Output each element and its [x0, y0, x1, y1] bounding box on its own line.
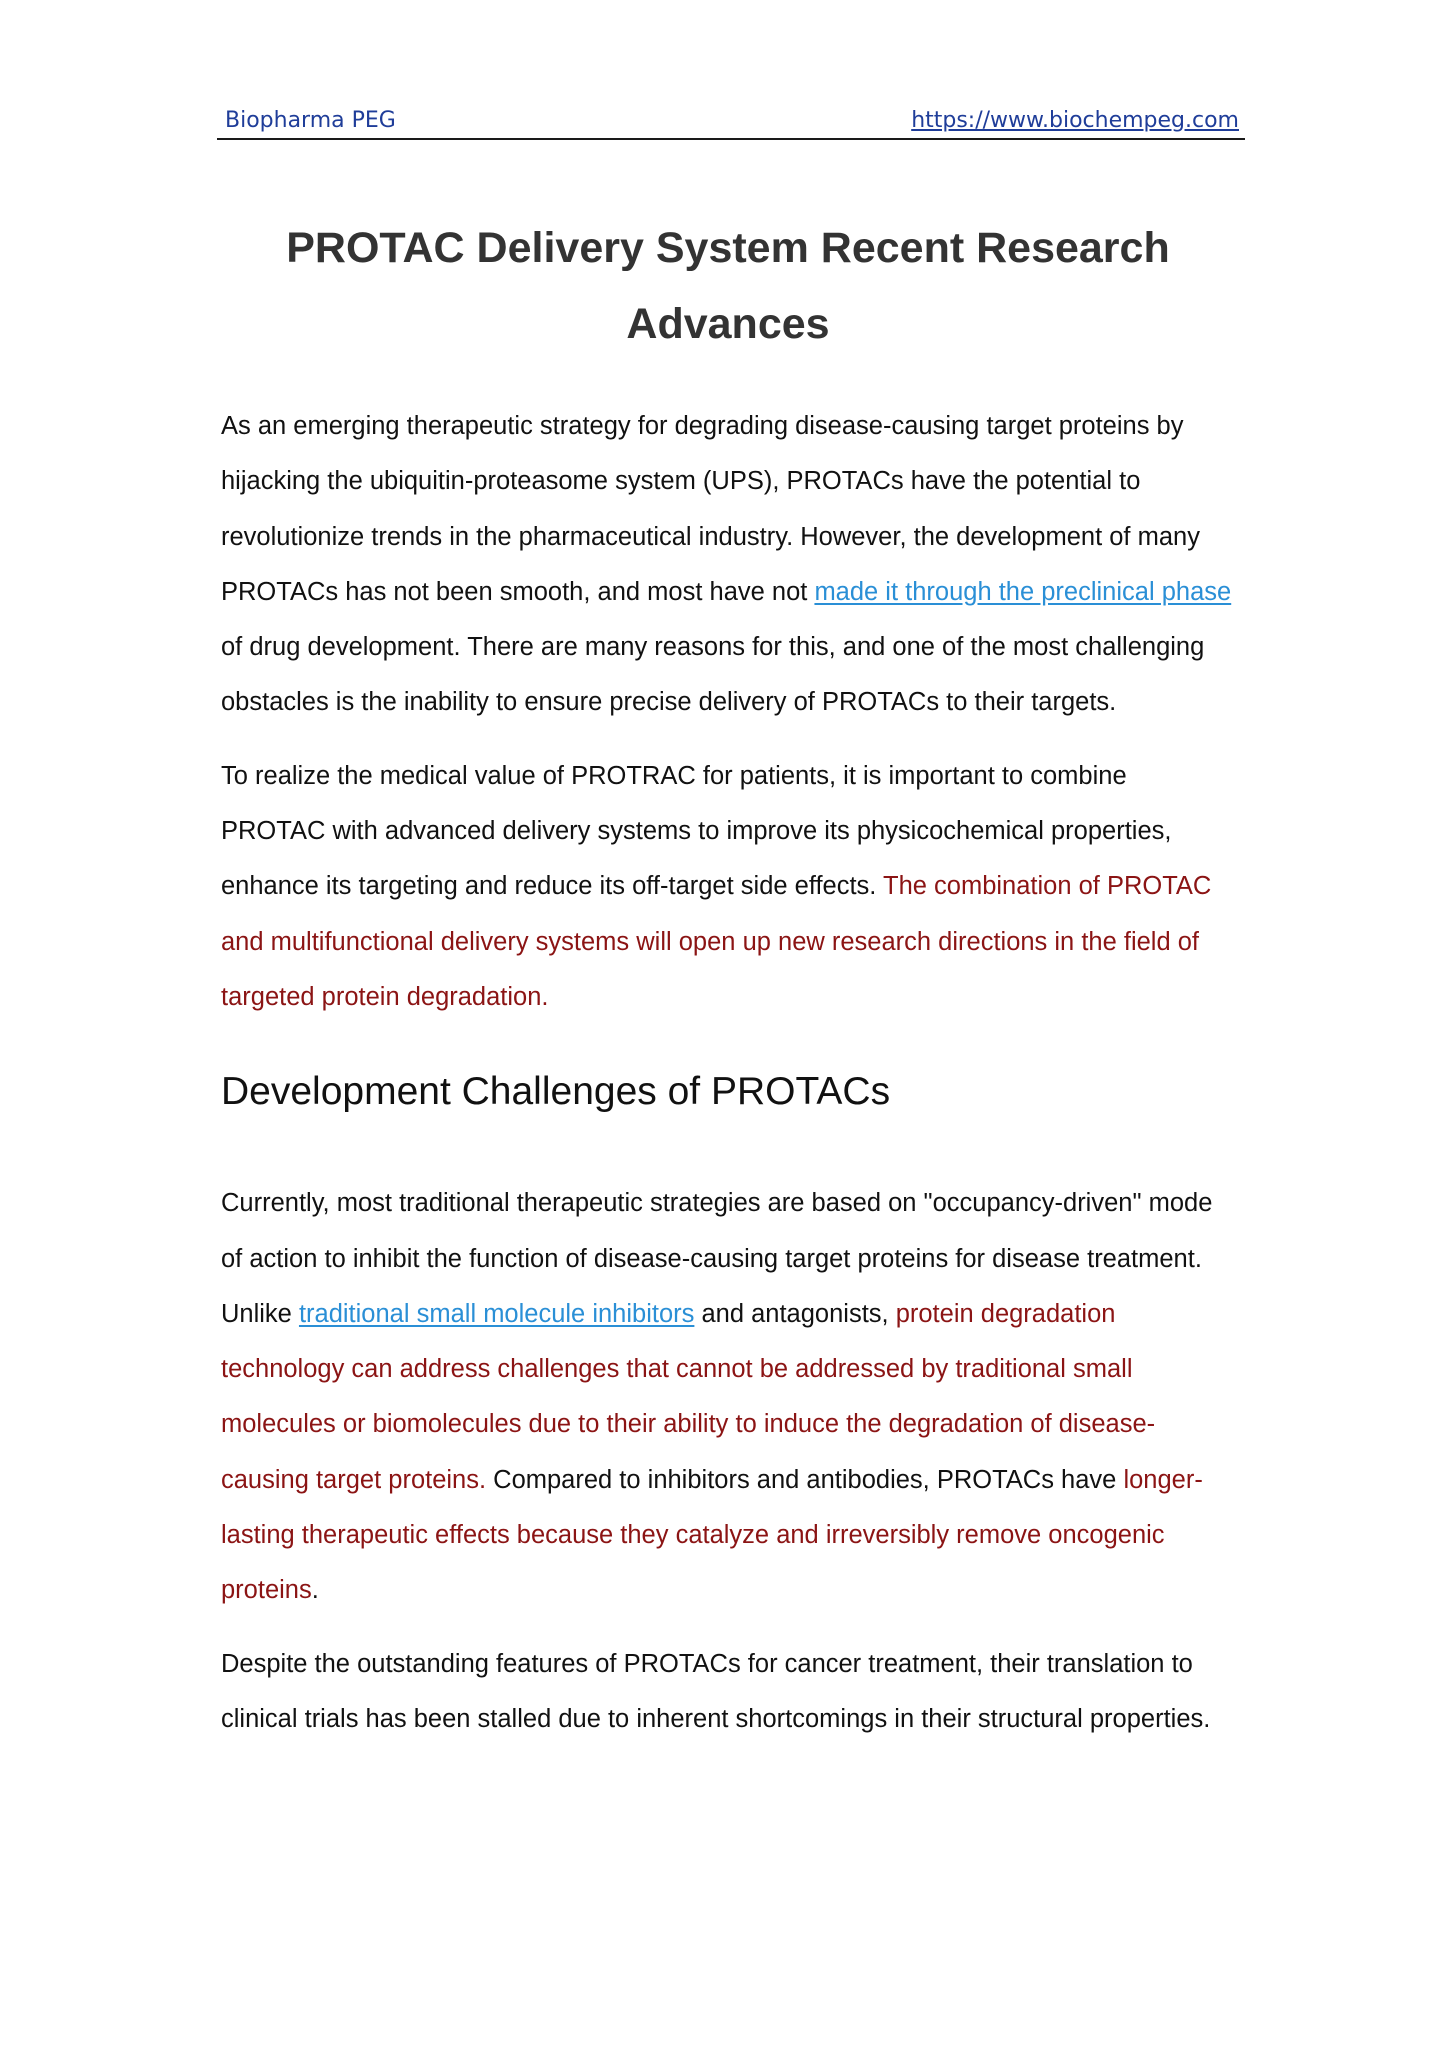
- challenges-highlight-2: longer-lasting therapeutic effects because they catalyze and irreversibly remove oncogenic proteins: [221, 1465, 1203, 1605]
- translation-text: Despite the outstanding features of PROTACs for cancer treatment, their translation to clinical trials has been stalled due to inherent shortcomings in their structural properties.: [221, 1649, 1211, 1733]
- preclinical-phase-link[interactable]: made it through the preclinical phase: [814, 577, 1232, 606]
- challenges-paragraph: [221, 1176, 1233, 1618]
- challenges-text-2: and antagonists,: [694, 1299, 896, 1328]
- intro-text-before-link: As an emerging therapeutic strategy for degrading disease-causing target proteins by hijacking the ubiquitin-proteasome system (UPS), PROTACs have the potential to revolutionize trends in the pharmaceutical industry. However, the development of many PROTACs has not been smooth, and most have not: [221, 412, 1200, 606]
- intro-paragraph: [221, 399, 1233, 731]
- section-heading: Development Challenges of PROTACs: [221, 1070, 891, 1114]
- page-header: [217, 104, 1245, 140]
- challenges-text-4: .: [311, 1576, 319, 1605]
- translation-paragraph: [221, 1637, 1233, 1748]
- delivery-paragraph: [221, 749, 1233, 1025]
- small-molecule-inhibitors-link[interactable]: traditional small molecule inhibitors: [298, 1299, 695, 1328]
- article-title-line1: PROTAC Delivery System Recent Research: [286, 224, 1170, 272]
- header-site-link[interactable]: https://www.biochempeg.com: [911, 108, 1239, 133]
- challenges-text-3: Compared to inhibitors and antibodies, PROTACs have: [486, 1465, 1124, 1494]
- article-title: [221, 210, 1235, 362]
- delivery-highlight: The combination of PROTAC and multifunctional delivery systems will open up new research directions in the field of targeted protein degradation.: [221, 872, 1212, 1011]
- article-body: [221, 210, 1233, 1747]
- challenges-highlight-1: protein degradation technology can address challenges that cannot be addressed by traditional small molecules or biomolecules due to their ability to induce the degradation of disease-causing target proteins.: [221, 1299, 1156, 1494]
- intro-text-after-link: of drug development. There are many reasons for this, and one of the most challenging obstacles is the inability to ensure precise delivery of PROTACs to their targets.: [221, 633, 1205, 717]
- article-title-line2: Advances: [626, 300, 830, 348]
- delivery-text: To realize the medical value of PROTRAC for patients, it is important to combine PROTAC with advanced delivery systems to improve its physicochemical properties, enhance its targeting and reduce its off-target side effects.: [221, 761, 1172, 901]
- header-brand: Biopharma PEG: [225, 108, 396, 133]
- challenges-text-1: Currently, most traditional therapeutic strategies are based on "occupancy-driven" mode of action to inhibit the function of disease-causing target proteins for disease treatment. Unlike: [221, 1189, 1213, 1328]
